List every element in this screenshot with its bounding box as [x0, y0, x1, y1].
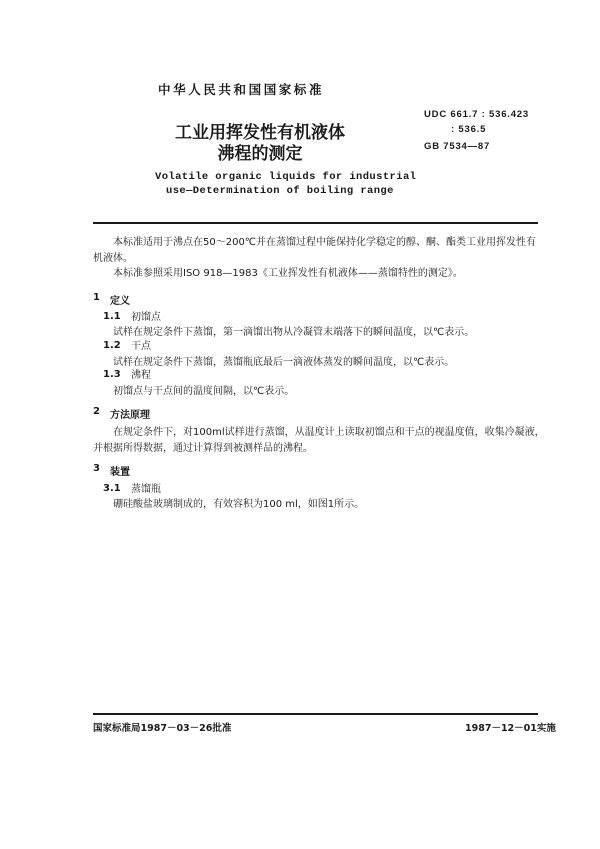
bottom-divider: [93, 713, 538, 715]
gb-number: GB 7534—87: [424, 141, 491, 152]
title-zh-line2: 沸程的测定: [217, 144, 303, 164]
paragraph-line: 在规定条件下，对100ml试样进行蒸馏，从温度计上读取初馏点和干点的视温度值，收集冷凝液，: [113, 427, 545, 438]
subsection-title: 初馏点: [131, 312, 161, 323]
section-title: 定义: [110, 296, 130, 307]
subsection-text: 试样在规定条件下蒸馏，第一滴馏出物从冷凝管末端落下的瞬间温度，以℃表示。: [113, 327, 475, 338]
subsection-title: 干点: [131, 341, 151, 352]
approval-date: 国家标准局1987－03－26批准: [93, 723, 232, 734]
title-en-line2: use—Determination of boiling range: [166, 185, 394, 197]
subsection-number: 1.3: [103, 369, 121, 380]
section-number: 1: [93, 292, 100, 303]
udc-code: UDC 661.7 : 536.423: [424, 109, 529, 120]
title-en-line1: Volatile organic liquids for industrial: [155, 171, 417, 183]
intro-paragraph-2: 本标准参照采用ISO 918—1983《工业挥发性有机液体——蒸馏特性的测定》。: [113, 268, 463, 279]
top-divider: [93, 222, 538, 224]
section-title: 方法原理: [110, 410, 150, 421]
subsection-title: 蒸馏瓶: [131, 484, 161, 495]
effective-date: 1987－12－01实施: [465, 723, 556, 734]
intro-paragraph-1-cont: 机液体。: [93, 253, 133, 264]
udc-code-continued: : 536.5: [451, 124, 487, 135]
subsection-text: 初馏点与干点间的温度间隔，以℃表示。: [113, 386, 295, 397]
subsection-text: 试样在规定条件下蒸馏，蒸馏瓶底最后一滴液体蒸发的瞬间温度，以℃表示。: [113, 357, 455, 368]
section-number: 3: [93, 463, 100, 474]
intro-paragraph-1: 本标准适用于沸点在50～200℃并在蒸馏过程中能保持化学稳定的醇、酮、酯类工业用挥发性有: [113, 237, 537, 248]
section-title: 装置: [110, 467, 130, 478]
subsection-text: 硼硅酸盐玻璃制成的，有效容积为100 ml，如图1所示。: [113, 499, 365, 510]
title-zh-line1: 工业用挥发性有机液体: [175, 123, 345, 143]
section-number: 2: [93, 406, 100, 417]
national-standard-label: 中华人民共和国国家标准: [158, 82, 325, 97]
subsection-number: 3.1: [103, 483, 121, 494]
subsection-number: 1.1: [103, 311, 121, 322]
subsection-title: 沸程: [131, 370, 151, 381]
paragraph-line: 并根据所得数据，通过计算得到被测样品的沸程。: [93, 443, 313, 454]
subsection-number: 1.2: [103, 340, 121, 351]
